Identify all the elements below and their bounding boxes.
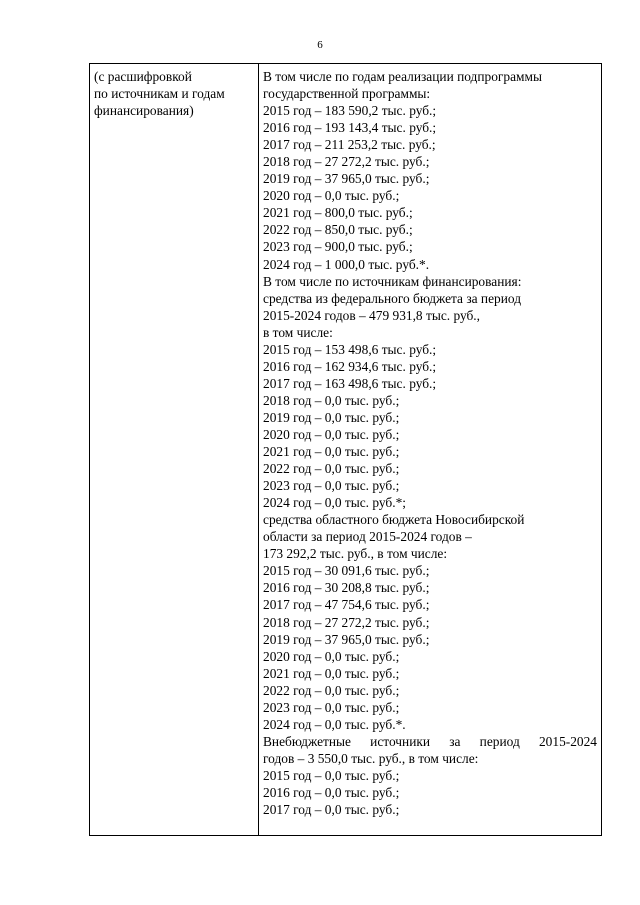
left-cell-line: (с расшифровкой: [94, 69, 192, 84]
right-cell-line: 2024 год – 0,0 тыс. руб.*.: [263, 716, 406, 732]
right-cell-line: 2017 год – 0,0 тыс. руб.;: [263, 802, 400, 818]
right-cell-line: 2019 год – 37 965,0 тыс. руб.;: [263, 171, 430, 187]
right-cell-line: 2016 год – 162 934,6 тыс. руб.;: [263, 358, 437, 374]
right-cell-line: средства областного бюджета Новосибирской: [263, 512, 525, 528]
right-cell-line: 2017 год – 163 498,6 тыс. руб.;: [263, 375, 437, 391]
right-cell-line: 2023 год – 0,0 тыс. руб.;: [263, 699, 400, 715]
right-cell-line: В том числе по годам реализации подпрограммы: [263, 69, 542, 84]
right-cell-line: 2016 год – 30 208,8 тыс. руб.;: [263, 580, 430, 596]
right-cell-line: 2020 год – 0,0 тыс. руб.;: [263, 188, 400, 204]
financing-table: [89, 63, 602, 836]
right-cell-line: 2018 год – 27 272,2 тыс. руб.;: [263, 614, 430, 630]
right-cell-line: 2020 год – 0,0 тыс. руб.;: [263, 648, 400, 664]
right-cell: [259, 64, 602, 836]
page-number: 6: [317, 39, 323, 51]
right-cell-line: 2021 год – 800,0 тыс. руб.;: [263, 205, 413, 221]
right-cell-line: 173 292,2 тыс. руб., в том числе:: [263, 546, 448, 562]
right-cell-line: годов – 3 550,0 тыс. руб., в том числе:: [263, 750, 479, 766]
right-cell-line: 2015 год – 0,0 тыс. руб.;: [263, 767, 400, 783]
right-cell-line: 2015 год – 153 498,6 тыс. руб.;: [263, 341, 437, 357]
right-cell-line: 2021 год – 0,0 тыс. руб.;: [263, 444, 400, 460]
right-cell-line: 2021 год – 0,0 тыс. руб.;: [263, 665, 400, 681]
right-cell-line: в том числе:: [263, 324, 333, 340]
right-cell-line: 2016 год – 0,0 тыс. руб.;: [263, 784, 400, 800]
right-cell-line: 2024 год – 1 000,0 тыс. руб.*.: [263, 256, 430, 272]
right-cell-line: 2023 год – 900,0 тыс. руб.;: [263, 239, 413, 255]
right-cell-line: Внебюджетные источники за период 2015-2024: [263, 733, 597, 749]
right-cell-line: 2022 год – 0,0 тыс. руб.;: [263, 682, 400, 698]
right-cell-line: 2024 год – 0,0 тыс. руб.*;: [263, 495, 406, 511]
right-cell-line: средства из федерального бюджета за период: [263, 290, 522, 306]
right-cell-line: 2023 год – 0,0 тыс. руб.;: [263, 478, 400, 494]
left-cell-line: по источникам и годам: [94, 86, 225, 102]
left-cell: [90, 64, 259, 836]
right-cell-line: 2022 год – 0,0 тыс. руб.;: [263, 461, 400, 477]
table-row: [90, 64, 602, 836]
right-cell-line: 2016 год – 193 143,4 тыс. руб.;: [263, 120, 437, 136]
right-cell-line: 2015 год – 183 590,2 тыс. руб.;: [263, 103, 437, 119]
right-cell-line: 2018 год – 0,0 тыс. руб.;: [263, 392, 400, 408]
right-cell-line: 2015-2024 годов – 479 931,8 тыс. руб.,: [263, 307, 481, 323]
left-cell-line: финансирования): [94, 103, 194, 119]
right-cell-line: 2019 год – 0,0 тыс. руб.;: [263, 409, 400, 425]
right-cell-line: 2017 год – 211 253,2 тыс. руб.;: [263, 137, 436, 153]
right-cell-line: 2019 год – 37 965,0 тыс. руб.;: [263, 631, 430, 647]
right-cell-line: 2018 год – 27 272,2 тыс. руб.;: [263, 154, 430, 170]
right-cell-line: В том числе по источникам финансирования:: [263, 273, 522, 289]
right-cell-line: государственной программы:: [263, 86, 431, 102]
right-cell-line: 2017 год – 47 754,6 тыс. руб.;: [263, 597, 430, 613]
right-cell-line: области за период 2015-2024 годов –: [263, 529, 472, 545]
right-cell-line: 2020 год – 0,0 тыс. руб.;: [263, 426, 400, 442]
right-cell-line: 2015 год – 30 091,6 тыс. руб.;: [263, 563, 430, 579]
right-cell-line: 2022 год – 850,0 тыс. руб.;: [263, 222, 413, 238]
